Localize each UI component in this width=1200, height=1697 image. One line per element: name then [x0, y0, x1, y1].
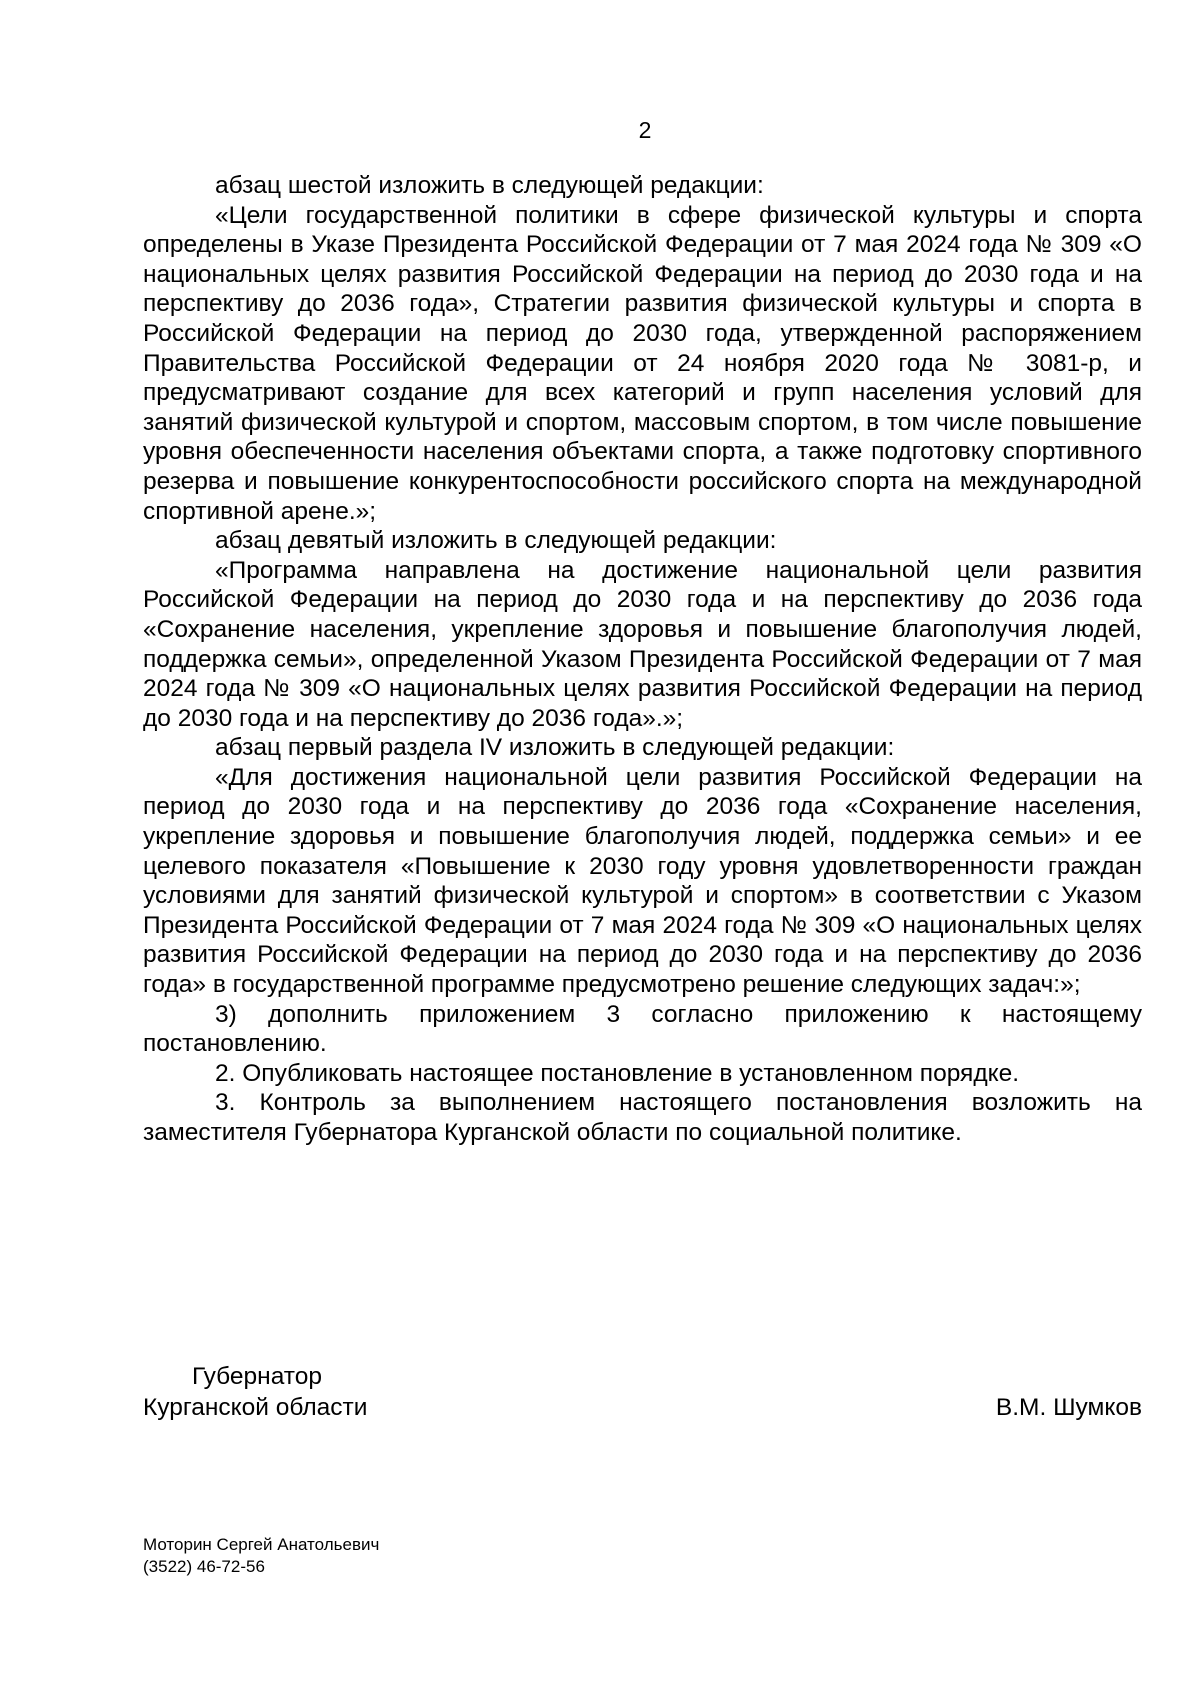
paragraph: 3) дополнить приложением 3 согласно приложению к настоящему постановлению.: [143, 1000, 1142, 1058]
signature-block: [143, 1361, 1142, 1423]
paragraph: 3. Контроль за выполнением настоящего постановления возложить на заместителя Губернатора Курганской области по социальной политике.: [143, 1089, 1142, 1146]
signatory-region: Курганской области: [143, 1394, 368, 1421]
contact-block: [143, 1534, 379, 1578]
paragraph: абзац девятый изложить в следующей редакции:: [215, 527, 777, 555]
paragraph: абзац первый раздела IV изложить в следующей редакции:: [215, 734, 895, 762]
contact-phone: (3522) 46-72-56: [143, 1557, 265, 1576]
paragraph: «Программа направлена на достижение национальной цели развития Российской Федерации на период до 2030 года и на перспективу до 2036 года «Сохранение населения, укрепление здоровья и повышение благополучия людей, поддержка семьи», определенной Указом Президента Российской Федерации от 7 мая 2024 года № 309 «О национальных целях развития Российской Федерации на период до 2030 года и на перспективу до 2036 года».»;: [143, 556, 1142, 732]
document-body: [143, 171, 1142, 1148]
contact-person: Моторин Сергей Анатольевич: [143, 1535, 380, 1554]
signatory-title: Губернатор: [192, 1363, 322, 1390]
signatory-name: В.М. Шумков: [995, 1394, 1142, 1421]
paragraph: абзац шестой изложить в следующей редакции:: [215, 172, 764, 199]
page-number: 2: [638, 117, 652, 143]
paragraph: «Для достижения национальной цели развития Российской Федерации на период до 2030 года и на перспективу до 2036 года «Сохранение населения, укрепление здоровья и повышение благополучия людей, поддержка семьи» и ее целевого показателя «Повышение к 2030 году уровня удовлетворенности граждан условиями для занятий физической культурой и спортом» в соответствии с Указом Президента Российской Федерации от 7 мая 2024 года № 309 «О национальных целях развития Российской Федерации на период до 2030 года и на перспективу до 2036 года» в государственной программе предусмотрено решение следующих задач:»;: [143, 763, 1142, 999]
paragraph: «Цели государственной политики в сфере физической культуры и спорта определены в Указе Президента Российской Федерации от 7 мая 2024 года № 309 «О национальных целях развития Российской Федерации на период до 2030 года и на перспективу до 2036 года», Стратегии развития физической культуры и спорта в Российской Федерации на период до 2030 года, утвержденной распоряжением Правительства Российской Федерации от 24 ноября 2020 года № 3081-р, и предусматривают создание для всех категорий и групп населения условий для занятий физической культурой и спортом, массовым спортом, в том числе повышение уровня обеспеченности населения объектами спорта, а также подготовку спортивного резерва и повышение конкурентоспособности российского спорта на международной спортивной арене.»;: [143, 201, 1142, 525]
signature-row: [143, 1392, 1142, 1423]
paragraph: 2. Опубликовать настоящее постановление в установленном порядке.: [215, 1059, 1020, 1087]
